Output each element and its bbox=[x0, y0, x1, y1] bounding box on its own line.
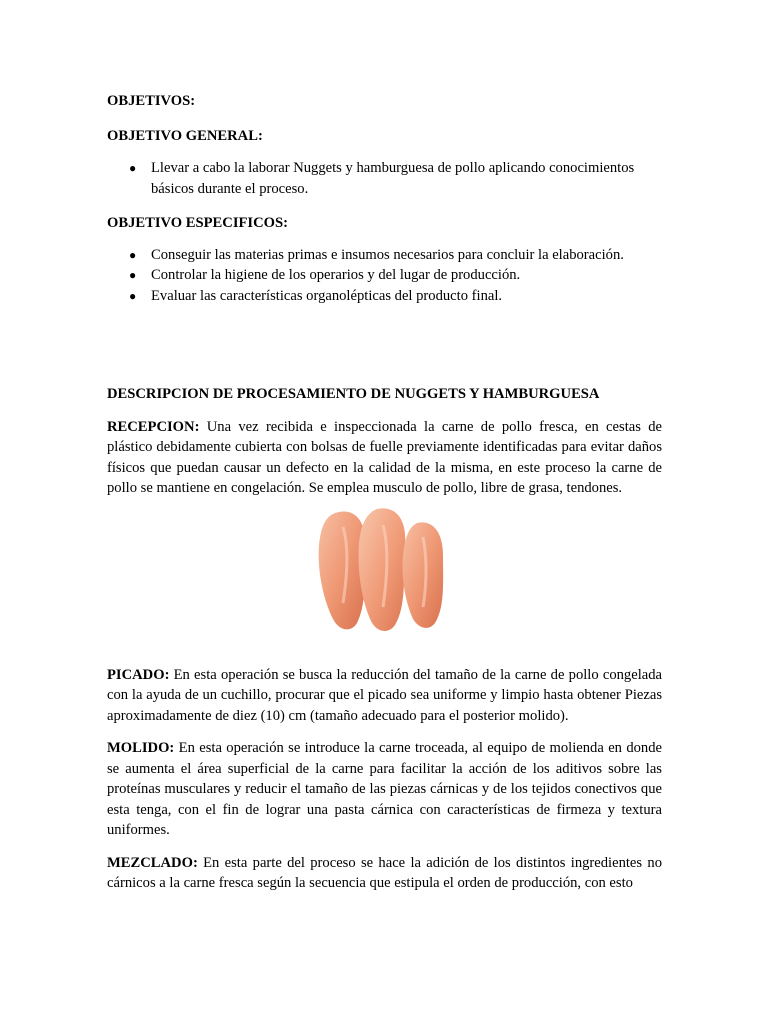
bullet-icon: ● bbox=[129, 247, 137, 262]
list-item bbox=[107, 286, 662, 307]
general-objectives-list bbox=[107, 158, 662, 199]
heading-objetivos: OBJETIVOS: bbox=[107, 93, 196, 109]
document-content bbox=[107, 91, 662, 894]
section-label: MOLIDO: bbox=[107, 740, 175, 756]
list-item-text: Conseguir las materias primas e insumos necesarios para concluir la elaboración. bbox=[151, 246, 624, 263]
heading-objetivo-general: OBJETIVO GENERAL: bbox=[107, 127, 263, 144]
paragraph-molido bbox=[107, 738, 662, 841]
chicken-breast-illustration bbox=[313, 507, 449, 633]
section-text: En esta operación se introduce la carne troceada, al equipo de molienda en donde se aumenta el área superficial de la carne para facilitar la acción de los aditivos sobre las proteínas musculares y reducir el tamaño de las piezas cárnicas y de los tejidos conectivos que esta tenga, con el fin de lograr una pasta cárnica con características de firmeza y textura uniformes. bbox=[107, 740, 662, 838]
bullet-icon: ● bbox=[129, 161, 137, 175]
list-item bbox=[107, 265, 662, 286]
specific-objectives-list bbox=[107, 245, 662, 307]
list-item bbox=[107, 245, 662, 266]
paragraph-picado bbox=[107, 665, 662, 727]
bullet-icon: ● bbox=[129, 288, 137, 303]
list-item bbox=[107, 158, 662, 199]
chicken-piece-left bbox=[319, 511, 366, 629]
paragraph-recepcion bbox=[107, 417, 662, 499]
section-label: PICADO: bbox=[107, 666, 170, 683]
section-text: En esta parte del proceso se hace la adición de los distintos ingredientes no cárnicos a la carne fresca según la secuencia que estipula el orden de producción, con esto bbox=[107, 854, 662, 891]
section-text: Una vez recibida e inspeccionada la carne de pollo fresca, en cestas de plástico debidamente cubierta con bolsas de fuelle previamente identificadas para evitar daños físicos que puedan causar un defecto en la calidad de la misma, en este proceso la carne de pollo se mantiene en congelación. Se emplea musculo de pollo, libre de grasa, tendones. bbox=[107, 418, 662, 496]
heading-descripcion: DESCRIPCION DE PROCESAMIENTO DE NUGGETS Y HAMBURGUESA bbox=[107, 386, 600, 402]
section-label: MEZCLADO: bbox=[107, 854, 198, 871]
section-label: RECEPCION: bbox=[107, 418, 200, 435]
list-item-text: Evaluar las características organolépticas del producto final. bbox=[151, 287, 503, 304]
bullet-icon: ● bbox=[129, 268, 137, 282]
list-item-text: Controlar la higiene de los operarios y del lugar de producción. bbox=[151, 267, 521, 283]
chicken-piece-middle bbox=[359, 508, 406, 631]
paragraph-mezclado bbox=[107, 853, 662, 894]
section-text: En esta operación se busca la reducción del tamaño de la carne de pollo congelada con la ayuda de un cuchillo, procurar que el picado sea uniforme y limpio hasta obtener Piezas aproximadamente de diez (10) cm (tamaño adecuado para el posterior molido). bbox=[107, 666, 662, 724]
chicken-breast-image bbox=[107, 507, 662, 653]
list-item-text: Llevar a cabo la laborar Nuggets y hamburguesa de pollo aplicando conocimientos básicos durante el proceso. bbox=[151, 160, 635, 197]
heading-objetivo-especificos: OBJETIVO ESPECIFICOS: bbox=[107, 215, 288, 231]
